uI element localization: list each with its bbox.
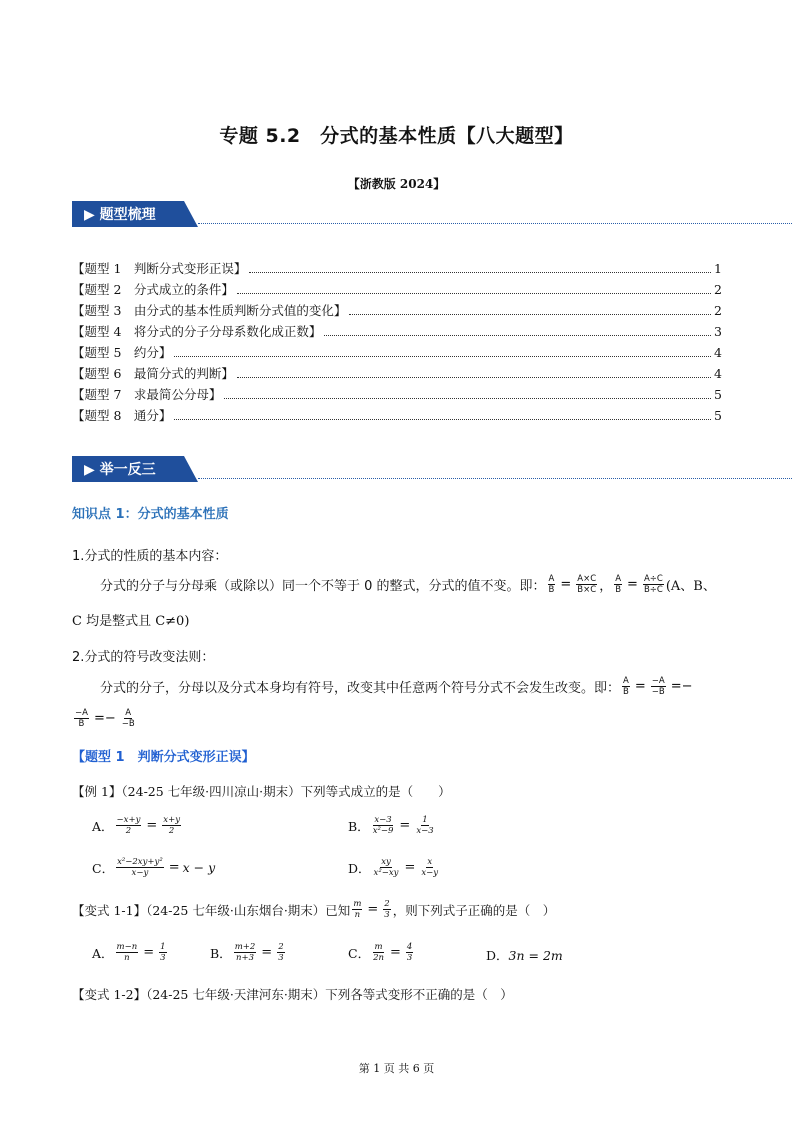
- property-condition: C 均是整式且 C≠0): [72, 614, 190, 629]
- toc-item[interactable]: 【题型 8 通分】 5: [72, 408, 722, 423]
- play-triangle-icon: ▶: [84, 207, 100, 223]
- sign-rule-statement: 分式的分子，分母以及分式本身均有符号，改变其中任意两个符号分式不会发生改变。即： $\frac{A}{B}$ = $\frac{-A}{-B}$ =−: [100, 676, 693, 697]
- play-triangle-icon: ▶: [84, 462, 100, 478]
- variant-1-2-stem: 【变式 1-2】（24-25 七年级·天津河东·期末）下列各等式变形不正确的是（ ）: [72, 987, 513, 1002]
- toc-item[interactable]: 【题型 6 最简分式的判断】 4: [72, 366, 722, 381]
- option-b[interactable]: B． $\frac{m+2}{n+3}$ = $\frac{2}{3}$: [210, 942, 284, 963]
- sign-rule-title: 2.分式的符号改变法则：: [72, 650, 215, 665]
- option-d[interactable]: D． 3n = 2m: [486, 947, 563, 963]
- option-a[interactable]: A． $\frac{m-n}{n}$ = $\frac{1}{3}$: [92, 942, 166, 963]
- variant-1-1-stem: 【变式 1-1】（24-25 七年级·山东烟台·期末）已知 $\frac{m}{n}$ = $\frac{2}{3}$ ，则下列式子正确的是（ ）: [72, 899, 556, 920]
- property-title: 1.分式的性质的基本内容：: [72, 549, 228, 564]
- option-d[interactable]: D． $\frac{xy}{\text{x²−xy}}$ = $\frac{x}{x-y}$: [348, 857, 439, 878]
- banner-label: 举一反三: [99, 462, 156, 478]
- type1-heading: 【题型 1 判断分式变形正误】: [72, 750, 255, 765]
- toc-item[interactable]: 【题型 2 分式成立的条件】 2: [72, 282, 722, 297]
- property-statement: 分式的分子与分母乘（或除以）同一个不等于 0 的整式，分式的值不变。即： $\frac{A}{B}$ = $\frac{A\times C}{B\times C}$ ， $\frac{A}{B}$ = $\frac{A\div C}{B\div C}$ (A、B、: [100, 574, 716, 595]
- page-title: 专题 5.2 分式的基本性质【八大题型】: [219, 125, 574, 147]
- knowledge-heading: 知识点 1：分式的基本性质: [72, 507, 229, 522]
- option-c[interactable]: C． $\frac{m}{2n}$ = $\frac{4}{3}$: [348, 942, 413, 963]
- toc-item[interactable]: 【题型 7 求最简公分母】 5: [72, 387, 722, 402]
- toc-item[interactable]: 【题型 4 将分式的分子分母系数化成正数】 3: [72, 324, 722, 339]
- toc-item[interactable]: 【题型 3 由分式的基本性质判断分式值的变化】 2: [72, 303, 722, 318]
- sign-rule-continued: $\frac{-A}{B}$ =− $\frac{A}{-B}$: [75, 708, 135, 729]
- edition-subtitle: 【浙教版 2024】: [347, 177, 446, 191]
- page-footer: 第 1 页 共 6 页: [358, 1062, 435, 1075]
- section-banner-practice: [72, 456, 722, 482]
- section-banner-overview: [72, 201, 722, 227]
- toc-item[interactable]: 【题型 5 约分】 4: [72, 345, 722, 360]
- option-a[interactable]: A． $\frac{-x+y}{2}$ = $\frac{x+y}{2}$: [92, 815, 180, 836]
- toc-item[interactable]: 【题型 1 判断分式变形正误】 1: [72, 261, 722, 276]
- option-b[interactable]: B． $\frac{x-3}{\text{x²−9}}$ = $\frac{1}{x-3}$: [348, 815, 434, 836]
- banner-label: 题型梳理: [99, 207, 156, 223]
- option-c[interactable]: C． $\frac{\text{x²−2xy+y²}}{x-y}$ = x − y: [92, 857, 216, 878]
- example1-stem: 【例 1】（24-25 七年级·四川凉山·期末）下列等式成立的是（ ）: [72, 784, 451, 799]
